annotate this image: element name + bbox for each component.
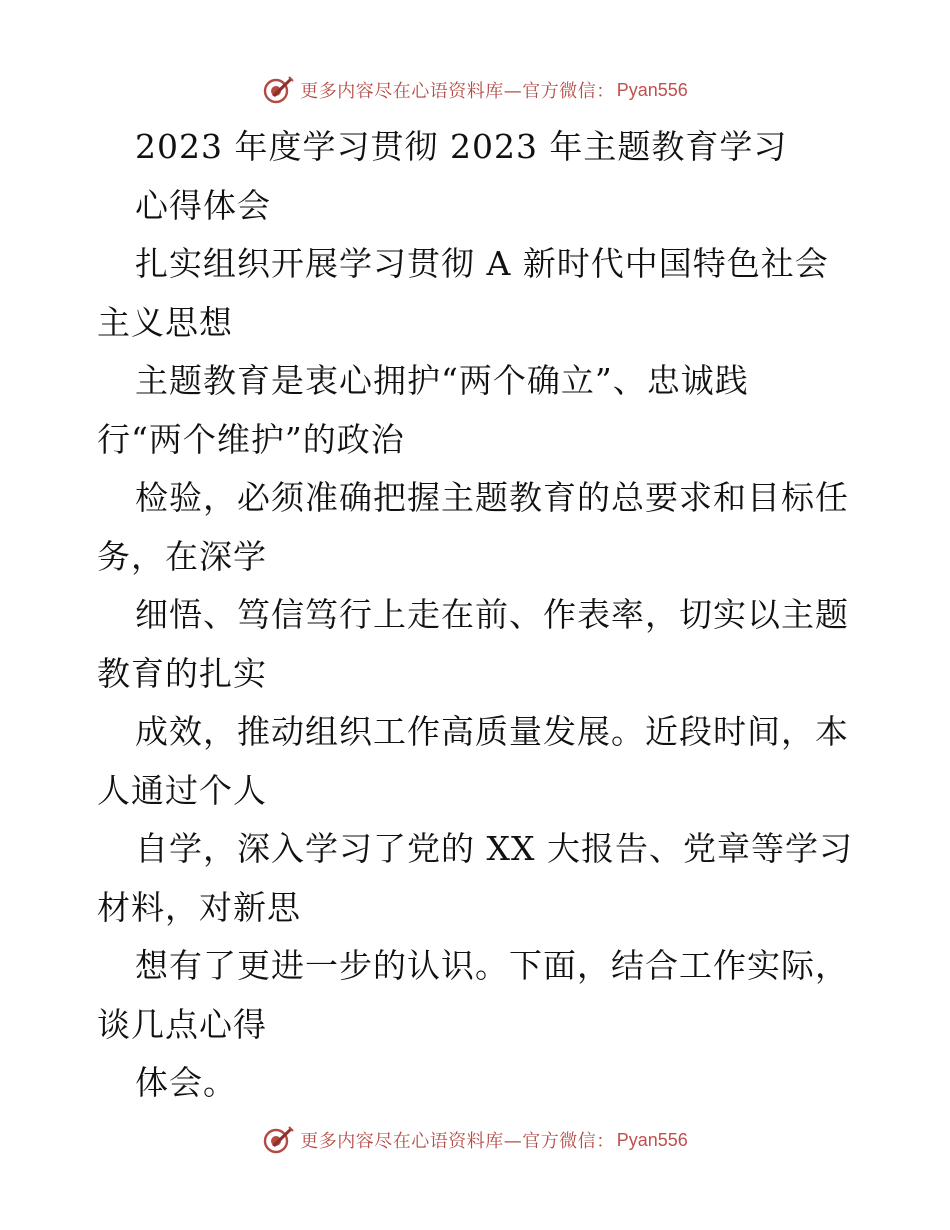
text-line: 谈几点心得 [97,1004,267,1044]
text-line: 自学，深入学习了党的 XX 大报告、党章等学习 [135,829,853,868]
text-line: 体会。 [135,1063,237,1102]
watermark-text: 更多内容尽在心语资料库—官方微信： [300,81,615,102]
watermark-wechat-id: Pyan556 [616,1129,688,1150]
footer-watermark [0,1120,950,1160]
text-line: 扎实组织开展学习贯彻 A 新时代中国特色社会 [135,244,829,283]
watermark-text: 更多内容尽在心语资料库—官方微信： [300,1131,615,1152]
text-line: 教育的扎实 [97,653,267,693]
pen-logo-icon [262,74,294,106]
text-line: 检验，必须准确把握主题教育的总要求和目标任 [135,478,849,517]
text-line: 主题教育是衷心拥护“两个确立”、忠诚践 [135,361,749,400]
text-line: 2023 年度学习贯彻 2023 年主题教育学习 [135,127,788,166]
text-line: 行“两个维护”的政治 [97,419,405,459]
text-line: 材料，对新思 [97,887,301,927]
text-line: 细悟、笃信笃行上走在前、作表率，切实以主题 [135,595,849,634]
text-line: 务，在深学 [97,536,267,576]
text-line: 成效，推动组织工作高质量发展。近段时间，本 [135,712,849,751]
pen-logo-icon [262,1124,294,1156]
text-line: 人通过个人 [97,770,267,810]
text-line: 心得体会 [135,185,271,225]
header-watermark [0,70,950,110]
text-line: 想有了更进一步的认识。下面，结合工作实际， [135,946,849,985]
document-body [97,118,867,1113]
text-line: 主义思想 [97,302,233,342]
watermark-wechat-id: Pyan556 [616,79,688,100]
